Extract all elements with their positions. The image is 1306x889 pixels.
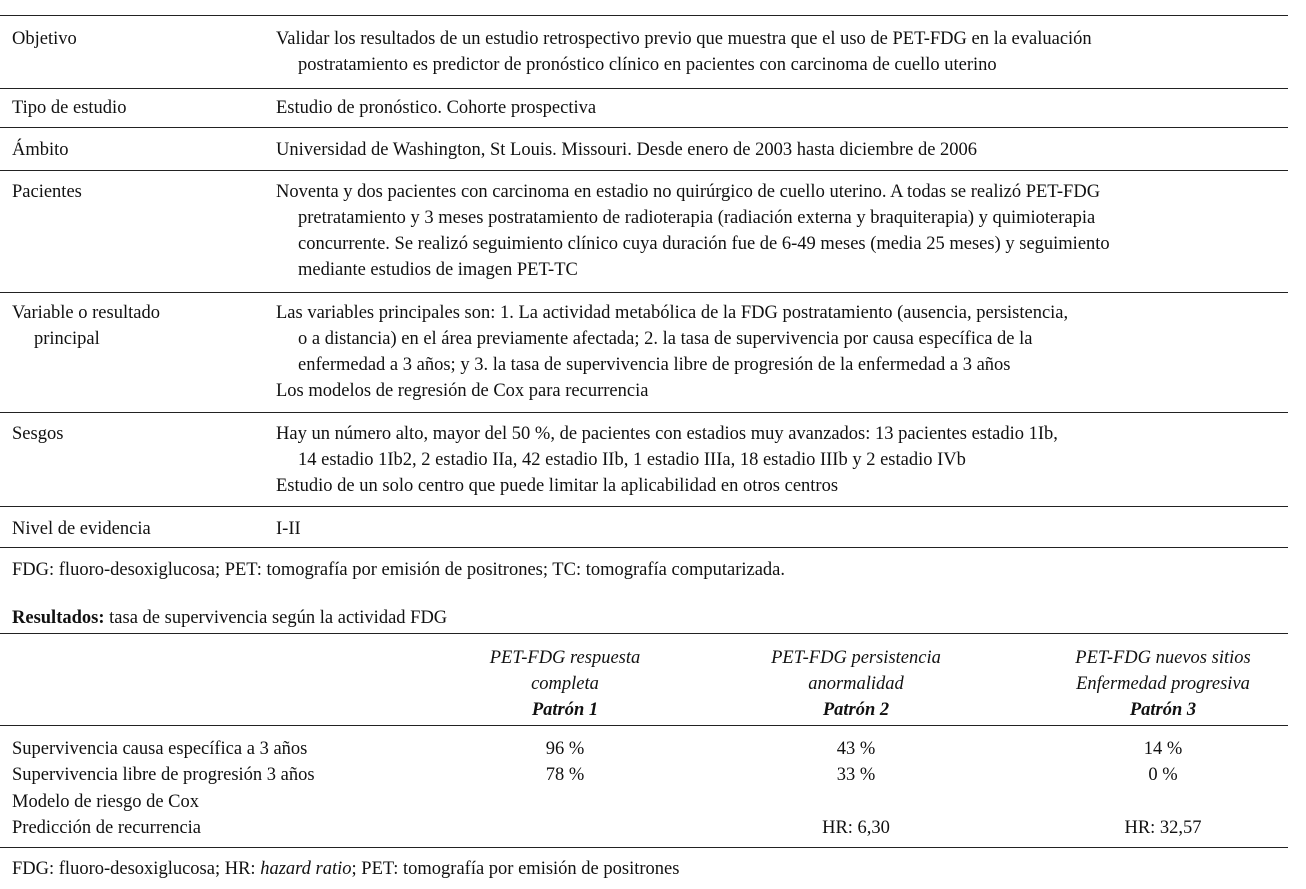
result-cell: 0 % xyxy=(1148,765,1178,785)
column-header-patron-3: PET-FDG nuevos sitios Enfermedad progresiva Patrón 3 xyxy=(1075,648,1251,720)
row-label: Nivel de evidencia xyxy=(12,519,151,539)
result-row-label: Modelo de riesgo de Cox xyxy=(12,792,200,812)
table-footnote: FDG: fluoro-desoxiglucosa; PET: tomografía por emisión de positrones; TC: tomografía computarizada. xyxy=(12,560,786,580)
row-label: Sesgos xyxy=(12,424,64,444)
result-row-label: Predicción de recurrencia xyxy=(12,818,202,838)
row-divider xyxy=(0,292,1288,293)
result-row-label: Supervivencia libre de progresión 3 años xyxy=(12,765,315,785)
row-divider xyxy=(0,127,1288,128)
result-cell: HR: 6,30 xyxy=(822,818,890,838)
row-divider xyxy=(0,170,1288,171)
results-title-rest: tasa de supervivencia según la actividad FDG xyxy=(104,608,448,628)
row-label: Tipo de estudio xyxy=(12,98,127,118)
row-label: Ámbito xyxy=(12,140,69,160)
results-bottom-rule xyxy=(0,847,1288,848)
results-header-rule xyxy=(0,725,1288,726)
row-value: Estudio de pronóstico. Cohorte prospectiva xyxy=(276,98,597,118)
row-label: Pacientes xyxy=(12,182,82,202)
results-top-rule xyxy=(0,633,1288,634)
column-header-patron-1: PET-FDG respuesta completa Patrón 1 xyxy=(489,648,641,720)
row-value: Noventa y dos pacientes con carcinoma en estadio no quirúrgico de cuello uterino. A todas se realizó PET-FDG pretratamiento y 3 meses postratamiento de radioterapia (radiación externa y braquiterapia) y quimioterapia concurrente. Se realizó seguimiento clínico cuya duración fue de 6-49 meses (media 25 meses) y seguimiento mediante estudios de imagen PET-TC xyxy=(276,182,1110,280)
results-footnote: FDG: fluoro-desoxiglucosa; HR: hazard ratio; PET: tomografía por emisión de positrones xyxy=(12,859,680,879)
row-value: Hay un número alto, mayor del 50 %, de pacientes con estadios muy avanzados: 13 pacientes estadio 1Ib, 14 estadio 1Ib2, 2 estadio IIa, 42 estadio IIb, 1 estadio IIIa, 18 estadio IIIb y 2 estadio IVb Estudio de un solo centro que puede limitar la aplicabilidad en otros centros xyxy=(276,424,1058,496)
table-bottom-rule xyxy=(0,547,1288,548)
results-title-bold: Resultados: xyxy=(12,608,105,628)
row-divider xyxy=(0,506,1288,507)
table-top-rule xyxy=(0,15,1288,16)
result-cell: 43 % xyxy=(836,739,876,759)
row-divider xyxy=(0,412,1288,413)
row-value: Universidad de Washington, St Louis. Missouri. Desde enero de 2003 hasta diciembre de 2006 xyxy=(276,140,978,160)
row-divider xyxy=(0,88,1288,89)
result-cell: HR: 32,57 xyxy=(1124,818,1202,838)
result-cell: 78 % xyxy=(545,765,585,785)
results-title xyxy=(12,605,447,631)
row-value: Las variables principales son: 1. La actividad metabólica de la FDG postratamiento (ausencia, persistencia, o a distancia) en el área previamente afectada; 2. la tasa de supervivencia por causa específica de la enfermedad a 3 años; y 3. la tasa de supervivencia libre de progresión de la enfermedad a 3 años Los modelos de regresión de Cox para recurrencia xyxy=(276,303,1069,401)
row-value: I-II xyxy=(276,519,301,539)
result-cell: 96 % xyxy=(545,739,585,759)
row-value: Validar los resultados de un estudio retrospectivo previo que muestra que el uso de PET-FDG en la evaluación postratamiento es predictor de pronóstico clínico en pacientes con carcinoma de cuello uterino xyxy=(276,29,1092,75)
result-cell: 33 % xyxy=(836,765,876,785)
result-row-label: Supervivencia causa específica a 3 años xyxy=(12,739,308,759)
row-label: Variable o resultado principal xyxy=(12,303,160,349)
row-label: Objetivo xyxy=(12,29,77,49)
column-header-patron-2: PET-FDG persistencia anormalidad Patrón 2 xyxy=(771,648,941,720)
result-cell: 14 % xyxy=(1143,739,1183,759)
